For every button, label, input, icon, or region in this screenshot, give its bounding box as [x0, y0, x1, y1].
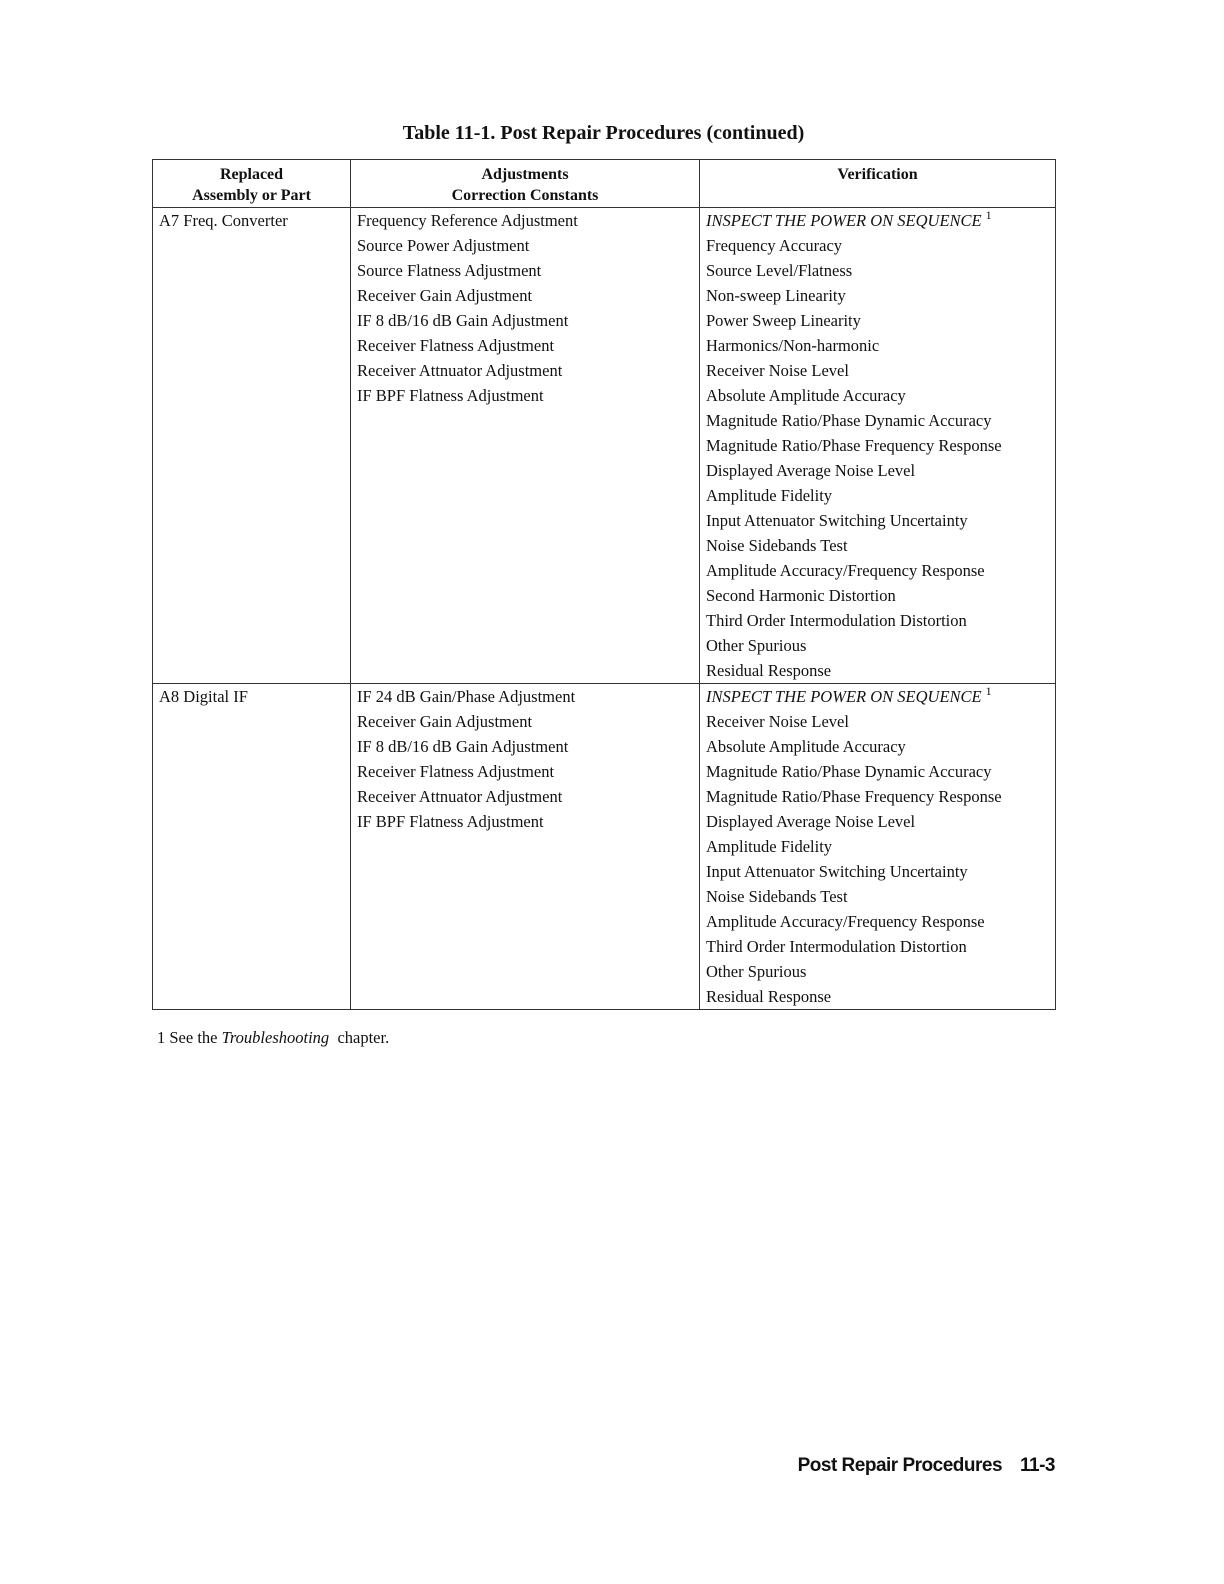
- adjustment-cell: IF 8 dB/16 dB Gain Adjustment: [351, 734, 700, 759]
- table-row: [153, 358, 1056, 383]
- adjustment-cell: [351, 558, 700, 583]
- table-row: [153, 483, 1056, 508]
- adjustment-cell: IF 8 dB/16 dB Gain Adjustment: [351, 308, 700, 333]
- table-row: [153, 684, 1056, 710]
- assembly-cell: A8 Digital IF: [153, 684, 351, 710]
- verification-cell: Amplitude Accuracy/Frequency Response: [700, 558, 1056, 583]
- adjustment-cell: [351, 658, 700, 684]
- header-replaced-assembly: [153, 160, 351, 208]
- assembly-cell: [153, 483, 351, 508]
- verification-cell: Absolute Amplitude Accuracy: [700, 734, 1056, 759]
- table-row: [153, 658, 1056, 684]
- table-row: [153, 934, 1056, 959]
- assembly-cell: [153, 533, 351, 558]
- verification-cell: Magnitude Ratio/Phase Dynamic Accuracy: [700, 759, 1056, 784]
- verification-cell: Displayed Average Noise Level: [700, 809, 1056, 834]
- assembly-cell: A7 Freq. Converter: [153, 208, 351, 234]
- adjustment-cell: [351, 834, 700, 859]
- table-header-row: [153, 160, 1056, 208]
- verification-cell: Other Spurious: [700, 633, 1056, 658]
- assembly-cell: [153, 283, 351, 308]
- assembly-cell: [153, 984, 351, 1010]
- table-row: [153, 984, 1056, 1010]
- assembly-cell: [153, 884, 351, 909]
- adjustment-cell: Receiver Attnuator Adjustment: [351, 358, 700, 383]
- verification-cell: Displayed Average Noise Level: [700, 458, 1056, 483]
- table-row: [153, 834, 1056, 859]
- assembly-cell: [153, 333, 351, 358]
- verification-cell: Source Level/Flatness: [700, 258, 1056, 283]
- adjustment-cell: [351, 483, 700, 508]
- table-row: [153, 558, 1056, 583]
- assembly-cell: [153, 508, 351, 533]
- footnote-number: 1: [157, 1028, 166, 1047]
- verification-cell: Receiver Noise Level: [700, 358, 1056, 383]
- assembly-cell: [153, 358, 351, 383]
- adjustment-cell: [351, 583, 700, 608]
- assembly-cell: [153, 233, 351, 258]
- adjustment-cell: [351, 909, 700, 934]
- verification-inspect-sequence: INSPECT THE POWER ON SEQUENCE: [706, 211, 982, 230]
- table-row: [153, 333, 1056, 358]
- assembly-cell: [153, 458, 351, 483]
- assembly-cell: [153, 709, 351, 734]
- adjustment-cell: [351, 859, 700, 884]
- footer-section: Post Repair Procedures: [797, 1455, 1003, 1476]
- verification-cell: Magnitude Ratio/Phase Dynamic Accuracy: [700, 408, 1056, 433]
- header-col2-line1: Adjustments: [481, 166, 569, 183]
- adjustment-cell: Frequency Reference Adjustment: [351, 208, 700, 234]
- table-row: [153, 433, 1056, 458]
- verification-cell: Second Harmonic Distortion: [700, 583, 1056, 608]
- table-title: Table 11-1. Post Repair Procedures (continued): [402, 122, 805, 144]
- footnote-prefix: See the: [169, 1028, 218, 1047]
- verification-cell: Frequency Accuracy: [700, 233, 1056, 258]
- assembly-cell: [153, 408, 351, 433]
- assembly-cell: [153, 784, 351, 809]
- verification-cell: [700, 684, 1056, 710]
- footnote-ref: 1: [985, 684, 992, 698]
- table-row: [153, 583, 1056, 608]
- adjustment-cell: [351, 508, 700, 533]
- header-verification: [700, 160, 1056, 208]
- assembly-cell: [153, 433, 351, 458]
- table-row: [153, 759, 1056, 784]
- adjustment-cell: Receiver Flatness Adjustment: [351, 759, 700, 784]
- assembly-cell: [153, 834, 351, 859]
- table-row: [153, 709, 1056, 734]
- verification-cell: Residual Response: [700, 658, 1056, 684]
- assembly-cell: [153, 558, 351, 583]
- assembly-cell: [153, 383, 351, 408]
- assembly-cell: [153, 633, 351, 658]
- verification-cell: Residual Response: [700, 984, 1056, 1010]
- adjustment-cell: [351, 608, 700, 633]
- footnote-emphasis: Troubleshooting: [221, 1028, 330, 1047]
- table-row: [153, 458, 1056, 483]
- table-row: [153, 859, 1056, 884]
- verification-cell: Magnitude Ratio/Phase Frequency Response: [700, 433, 1056, 458]
- header-col1-line1: Replaced: [219, 166, 284, 183]
- table-row: [153, 258, 1056, 283]
- post-repair-table: [152, 159, 1056, 1010]
- adjustment-cell: IF BPF Flatness Adjustment: [351, 383, 700, 408]
- footnote: [157, 1028, 389, 1048]
- footnote-ref: 1: [985, 208, 992, 222]
- table-row: [153, 884, 1056, 909]
- table-row: [153, 383, 1056, 408]
- footer-page-number: 11-3: [1020, 1455, 1055, 1476]
- footnote-suffix: chapter.: [337, 1028, 390, 1047]
- verification-cell: Amplitude Fidelity: [700, 834, 1056, 859]
- header-col3: Verification: [837, 166, 918, 183]
- assembly-cell: [153, 909, 351, 934]
- adjustment-cell: [351, 959, 700, 984]
- adjustment-cell: [351, 633, 700, 658]
- table-row: [153, 233, 1056, 258]
- table-row: [153, 308, 1056, 333]
- verification-cell: Noise Sidebands Test: [700, 533, 1056, 558]
- adjustment-cell: [351, 934, 700, 959]
- verification-cell: Input Attenuator Switching Uncertainty: [700, 859, 1056, 884]
- assembly-cell: [153, 959, 351, 984]
- verification-cell: Receiver Noise Level: [700, 709, 1056, 734]
- verification-cell: Harmonics/Non-harmonic: [700, 333, 1056, 358]
- assembly-cell: [153, 809, 351, 834]
- header-col1-line2: Assembly or Part: [192, 187, 311, 204]
- header-col2-line2: Correction Constants: [451, 187, 599, 204]
- adjustment-cell: [351, 533, 700, 558]
- table-row: [153, 784, 1056, 809]
- verification-cell: Power Sweep Linearity: [700, 308, 1056, 333]
- table-body: [153, 208, 1056, 1010]
- verification-cell: Other Spurious: [700, 959, 1056, 984]
- table-row: [153, 283, 1056, 308]
- adjustment-cell: [351, 884, 700, 909]
- adjustment-cell: [351, 433, 700, 458]
- table-row: [153, 959, 1056, 984]
- assembly-cell: [153, 608, 351, 633]
- header-adjustments: [351, 160, 700, 208]
- table-row: [153, 809, 1056, 834]
- table-row: [153, 508, 1056, 533]
- adjustment-cell: Receiver Gain Adjustment: [351, 709, 700, 734]
- verification-inspect-sequence: INSPECT THE POWER ON SEQUENCE: [706, 687, 982, 706]
- table-row: [153, 608, 1056, 633]
- assembly-cell: [153, 934, 351, 959]
- verification-cell: Input Attenuator Switching Uncertainty: [700, 508, 1056, 533]
- verification-cell: Non-sweep Linearity: [700, 283, 1056, 308]
- assembly-cell: [153, 308, 351, 333]
- adjustment-cell: [351, 458, 700, 483]
- assembly-cell: [153, 258, 351, 283]
- table-row: [153, 208, 1056, 234]
- verification-cell: [700, 208, 1056, 234]
- verification-cell: Noise Sidebands Test: [700, 884, 1056, 909]
- verification-cell: Amplitude Accuracy/Frequency Response: [700, 909, 1056, 934]
- verification-cell: Third Order Intermodulation Distortion: [700, 608, 1056, 633]
- table-row: [153, 909, 1056, 934]
- table-row: [153, 533, 1056, 558]
- table-row: [153, 734, 1056, 759]
- adjustment-cell: Receiver Attnuator Adjustment: [351, 784, 700, 809]
- adjustment-cell: Receiver Flatness Adjustment: [351, 333, 700, 358]
- table-row: [153, 408, 1056, 433]
- assembly-cell: [153, 734, 351, 759]
- verification-cell: Amplitude Fidelity: [700, 483, 1056, 508]
- assembly-cell: [153, 658, 351, 684]
- assembly-cell: [153, 759, 351, 784]
- page-footer: [798, 1455, 1055, 1477]
- adjustment-cell: Source Flatness Adjustment: [351, 258, 700, 283]
- adjustment-cell: [351, 984, 700, 1010]
- adjustment-cell: Receiver Gain Adjustment: [351, 283, 700, 308]
- table-row: [153, 633, 1056, 658]
- adjustment-cell: [351, 408, 700, 433]
- assembly-cell: [153, 859, 351, 884]
- adjustment-cell: IF BPF Flatness Adjustment: [351, 809, 700, 834]
- verification-cell: Third Order Intermodulation Distortion: [700, 934, 1056, 959]
- verification-cell: Magnitude Ratio/Phase Frequency Response: [700, 784, 1056, 809]
- assembly-cell: [153, 583, 351, 608]
- adjustment-cell: IF 24 dB Gain/Phase Adjustment: [351, 684, 700, 710]
- adjustment-cell: Source Power Adjustment: [351, 233, 700, 258]
- verification-cell: Absolute Amplitude Accuracy: [700, 383, 1056, 408]
